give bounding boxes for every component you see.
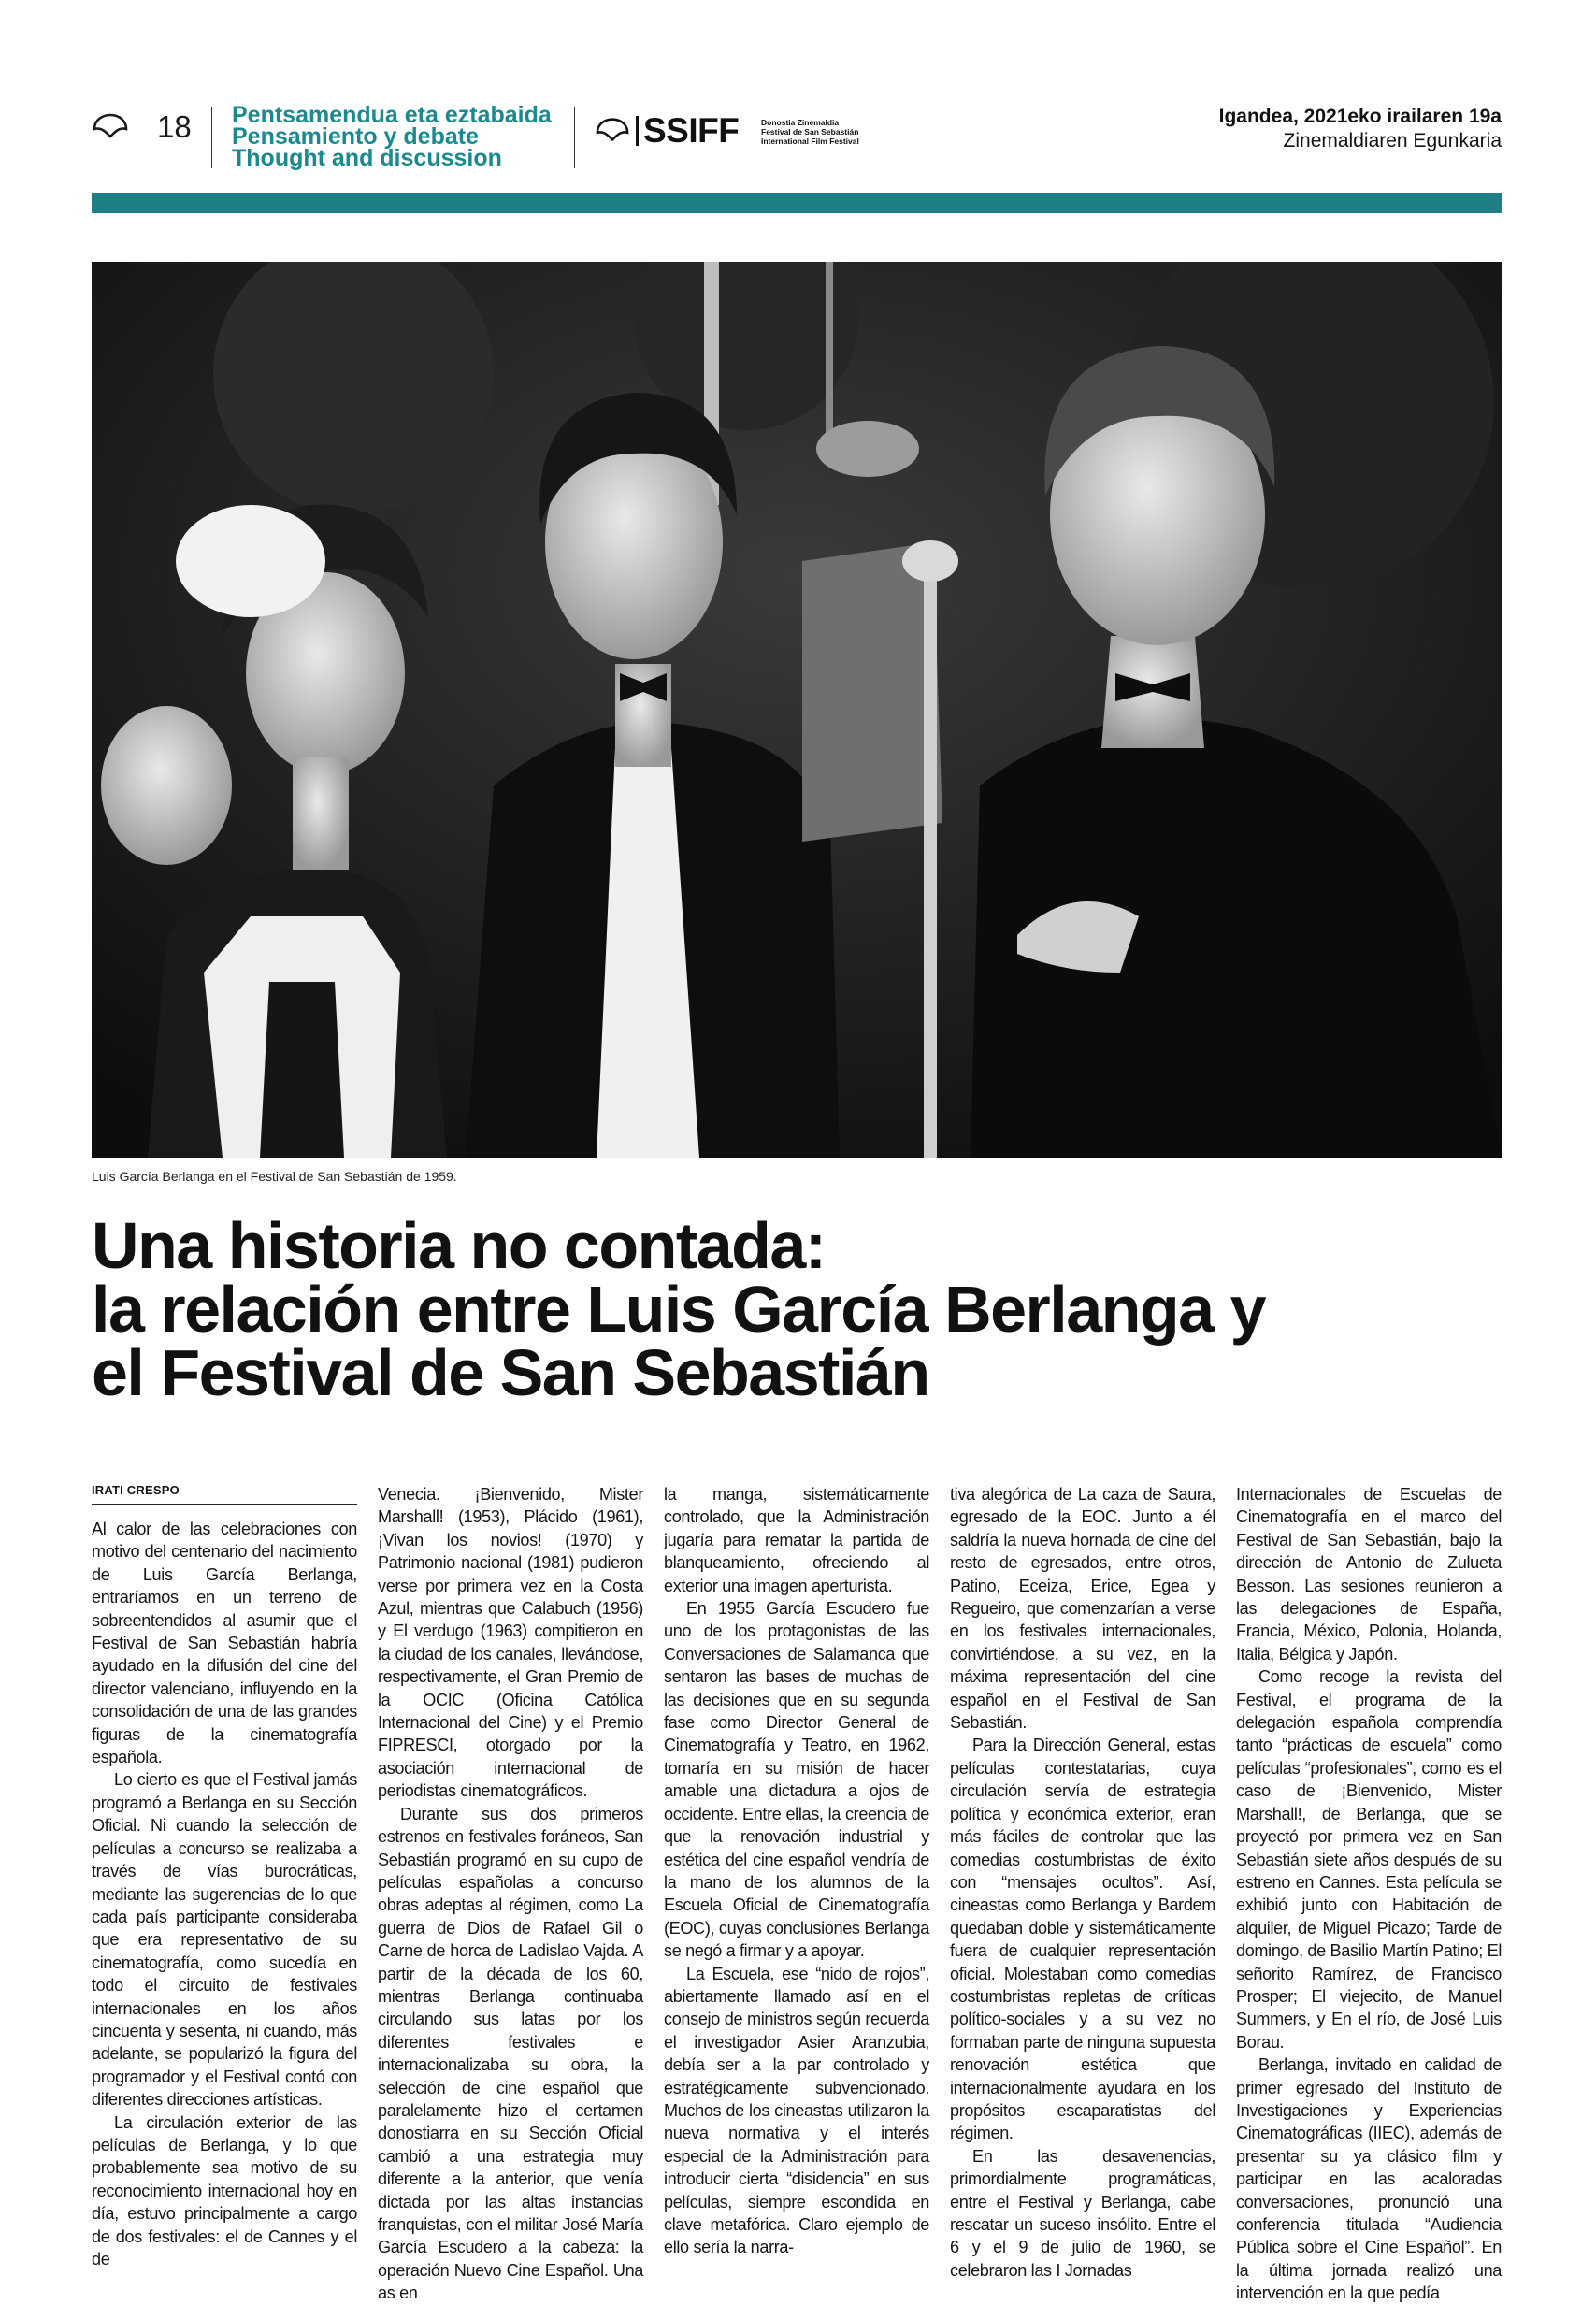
shell-logo-icon [595,116,630,144]
article-title [92,1209,1502,1409]
paragraph: tiva alegórica de La caza de Saura, egresado de la EOC. Junto a él saldría la nueva hornada de cine del resto de egresados, entre otros, Patino, Eceiza, Erice, Egea y Regueiro, que comenzarían a verse en los festivales internacionales, convirtiéndose, a su vez, en la máxima representación del cine español en el Festival de San Sebastián. [950,1485,1215,1733]
paragraph: Al calor de las celebraciones con motivo del centenario del nacimiento de Luis García Berlanga, entraríamos en un terreno de sobreentendidos al asumir que el Festival de San Sebastián habría ayudado en la difusión del cine del director valenciano, influyendo en la consolidación de una de las grandes figuras de la cinematografía española. [92,1520,357,1767]
paragraph: Como recoge la revista del Festival, el programa de la delegación española comprendía tanto “prácticas de escuela” como películas “profesionales”, como es el caso de ¡Bienvenido, Mister Marshall!, de Berlanga, que se proyectó por primera vez en San Sebastián siete años después de su estreno en Cannes. Esta película se exhibió junto con Habitación de alquiler, de Miguel Picazo; Tarde de domingo, de Basilio Martín Patino; El señorito Ramírez, de Francisco Prosper; El viejecito, de Manuel Summers, y En el río, de José Luis Borau. [1236,1667,1502,2052]
page-number: 18 [157,109,192,144]
article-body [92,1483,1503,2306]
paragraph: Venecia. ¡Bienvenido, Mister Marshall! (1953), Plácido (1961), ¡Vivan los novios! (1970) y Patrimonio nacional (1981) pudieron verse por primera vez en la Costa Azul, mientras que Calabuch (1956) y El verdugo (1963) compitieron en la ciudad de los canales, llevándose, respectivamente, el Gran Premio de la OCIC (Oficina Católica Internacional del Cine) y el Premio FIPRESCI, otorgado por la asociación internacional de periodistas cinematográficos. [378,1485,643,1801]
logo-subtitle [761,118,859,146]
logo-bar [636,116,639,146]
logo-subtitle-line: Festival de San Sebastián [761,127,859,137]
shell-logo-icon [92,112,129,140]
article-column [950,1483,1215,2282]
paragraph: En las desavenencias, primordialmente programáticas, entre el Festival y Berlanga, cabe rescatar un suceso insólito. Entre el 6 y el 9 de julio de 1960, se celebraron las I Jornadas [950,2146,1215,2280]
paragraph: La circulación exterior de las películas de Berlanga, y lo que probablemente sea motivo de su reconocimiento internacional hoy en día, estuvo principalmente a cargo de dos festivales: el de Cannes y el de [92,2112,357,2269]
page-header [92,101,1502,176]
publication-name: Zinemaldiaren Egunkaria [1283,130,1502,151]
paragraph: Berlanga, invitado en calidad de primer egresado del Instituto de Investigaciones y Experiencias Cinematográficas (IIEC), además de presentar su ya clásico film y participar en las acaloradas conversaciones, pronunció una conferencia titulada “Audiencia Pública sobre el Cine Español”. En la última jornada realizó una intervención en la que pedía [1236,2055,1502,2303]
byline: IRATI CRESPO [92,1483,357,1505]
paragraph: Durante sus dos primeros estrenos en festivales foráneos, San Sebastián programó en su cupo de películas españolas a concurso obras adeptas al régimen, como La guerra de Dios de Rafael Gil o Carne de horca de Ladislao Vajda. A partir de la década de los 60, mientras Berlanga continuaba circulando sus latas por los diferentes festivales e internacionalizaba su obra, la selección de cine español que paralelamente hizo el certamen donostiarra en su Sección Oficial cambió a una estrategia muy diferente a la anterior, que venía dictada por las altas instancias franquistas, con el militar José María García Escudero a la cabeza: la operación Nuevo Cine Español. Una as en [378,1804,643,2303]
photo-caption: Luis García Berlanga en el Festival de San Sebastián de 1959. [92,1169,457,1184]
logo-text: SSIFF [643,111,740,150]
article-title-line: Una historia no contada: [92,1209,826,1282]
article-title-line: el Festival de San Sebastián [92,1336,929,1409]
logo-subtitle-line: Donostia Zinemaldia [761,118,840,127]
article-column [92,1483,357,2270]
article-title-line: la relación entre Luis García Berlanga y [92,1273,1265,1346]
paragraph: Para la Dirección General, estas películas contestatarias, cuya circulación servía de estrategia política y económica exterior, eran más fáciles de controlar que las comedias costumbristas de éxito con “mensajes ocultos”. Así, cineastas como Berlanga y Bardem quedaban doble y sistemáticamente fuera de cualquier representación oficial. Molestaban como comedias costumbristas repletas de críticas político-sociales y a su vez no formaban parte de ninguna supuesta renovación estética que internacionalmente ayudara en los propósitos escaparatistas del régimen. [950,1736,1215,2143]
section-title-basque: Pentsamendua eta eztabaida [232,102,552,128]
header-divider [574,107,575,168]
logo-subtitle-line: International Film Festival [761,137,859,146]
paragraph: Lo cierto es que el Festival jamás programó a Berlanga en su Sección Oficial. Ni cuando la selección de películas a concurso se realizaba a través de vías burocráticas, mediante las sugerencias de lo que cada país participante consideraba que era representativo de su cinematografía, como sucedía en todo el circuito de festivales internacionales en los años cincuenta y sesenta, ni cuando, más adelante, se popularizó la figura del programador y el Festival contó con diferentes direcciones artísticas. [92,1770,357,2110]
article-column [1236,1483,1502,2305]
paragraph: En 1955 García Escudero fue uno de los protagonistas de las Conversaciones de Salamanca que sentaron las bases de muchas de las decisiones que en su segunda fase como Director General de Cinematografía y Teatro, en 1962, tomaría en su misión de hacer amable una dictadura a ojos de occidente. Entre ellas, la creencia de que la renovación industrial y estética del cine español vendría de la mano de los alumnos de la Escuela Oficial de Cinematografía (EOC), cuyas conclusiones Berlanga se negó a firmar y a apoyar. [664,1599,929,1961]
section-title [232,102,552,171]
header-band [92,193,1502,213]
article-photo [92,262,1502,1158]
paragraph: Internacionales de Escuelas de Cinematografía en el marco del Festival de San Sebastián, bajo la dirección de Antonio de Zulueta Besson. Las sesiones reunieron a las delegaciones de España, Francia, México, Polonia, Holanda, Italia, Bélgica y Japón. [1236,1485,1502,1664]
paragraph: la manga, sistemáticamente controlado, que la Administración jugaría para rematar la partida de blanqueamiento, ofreciendo al exterior una imagen aperturista. [664,1485,929,1595]
paragraph: La Escuela, ese “nido de rojos”, abiertamente llamado así en el consejo de ministros según recuerda el investigador Asier Aranzubia, debía ser a la par controlado y estratégicamente subvencionado. Muchos de los cineastas utilizaron la nueva normativa y el interés especial de la Administración para introducir cierta “disidencia” en sus películas, siempre escondida en clave metafórica. Claro ejemplo de ello sería la narra- [664,1964,929,2257]
issue-info [1219,105,1502,153]
issue-date: Igandea, 2021eko irailaren 19a [1218,106,1502,127]
article-column [378,1483,643,2305]
section-title-english: Thought and discussion [232,145,502,171]
header-divider [211,107,212,168]
section-title-spanish: Pensamiento y debate [232,123,479,150]
article-column [664,1483,929,2259]
